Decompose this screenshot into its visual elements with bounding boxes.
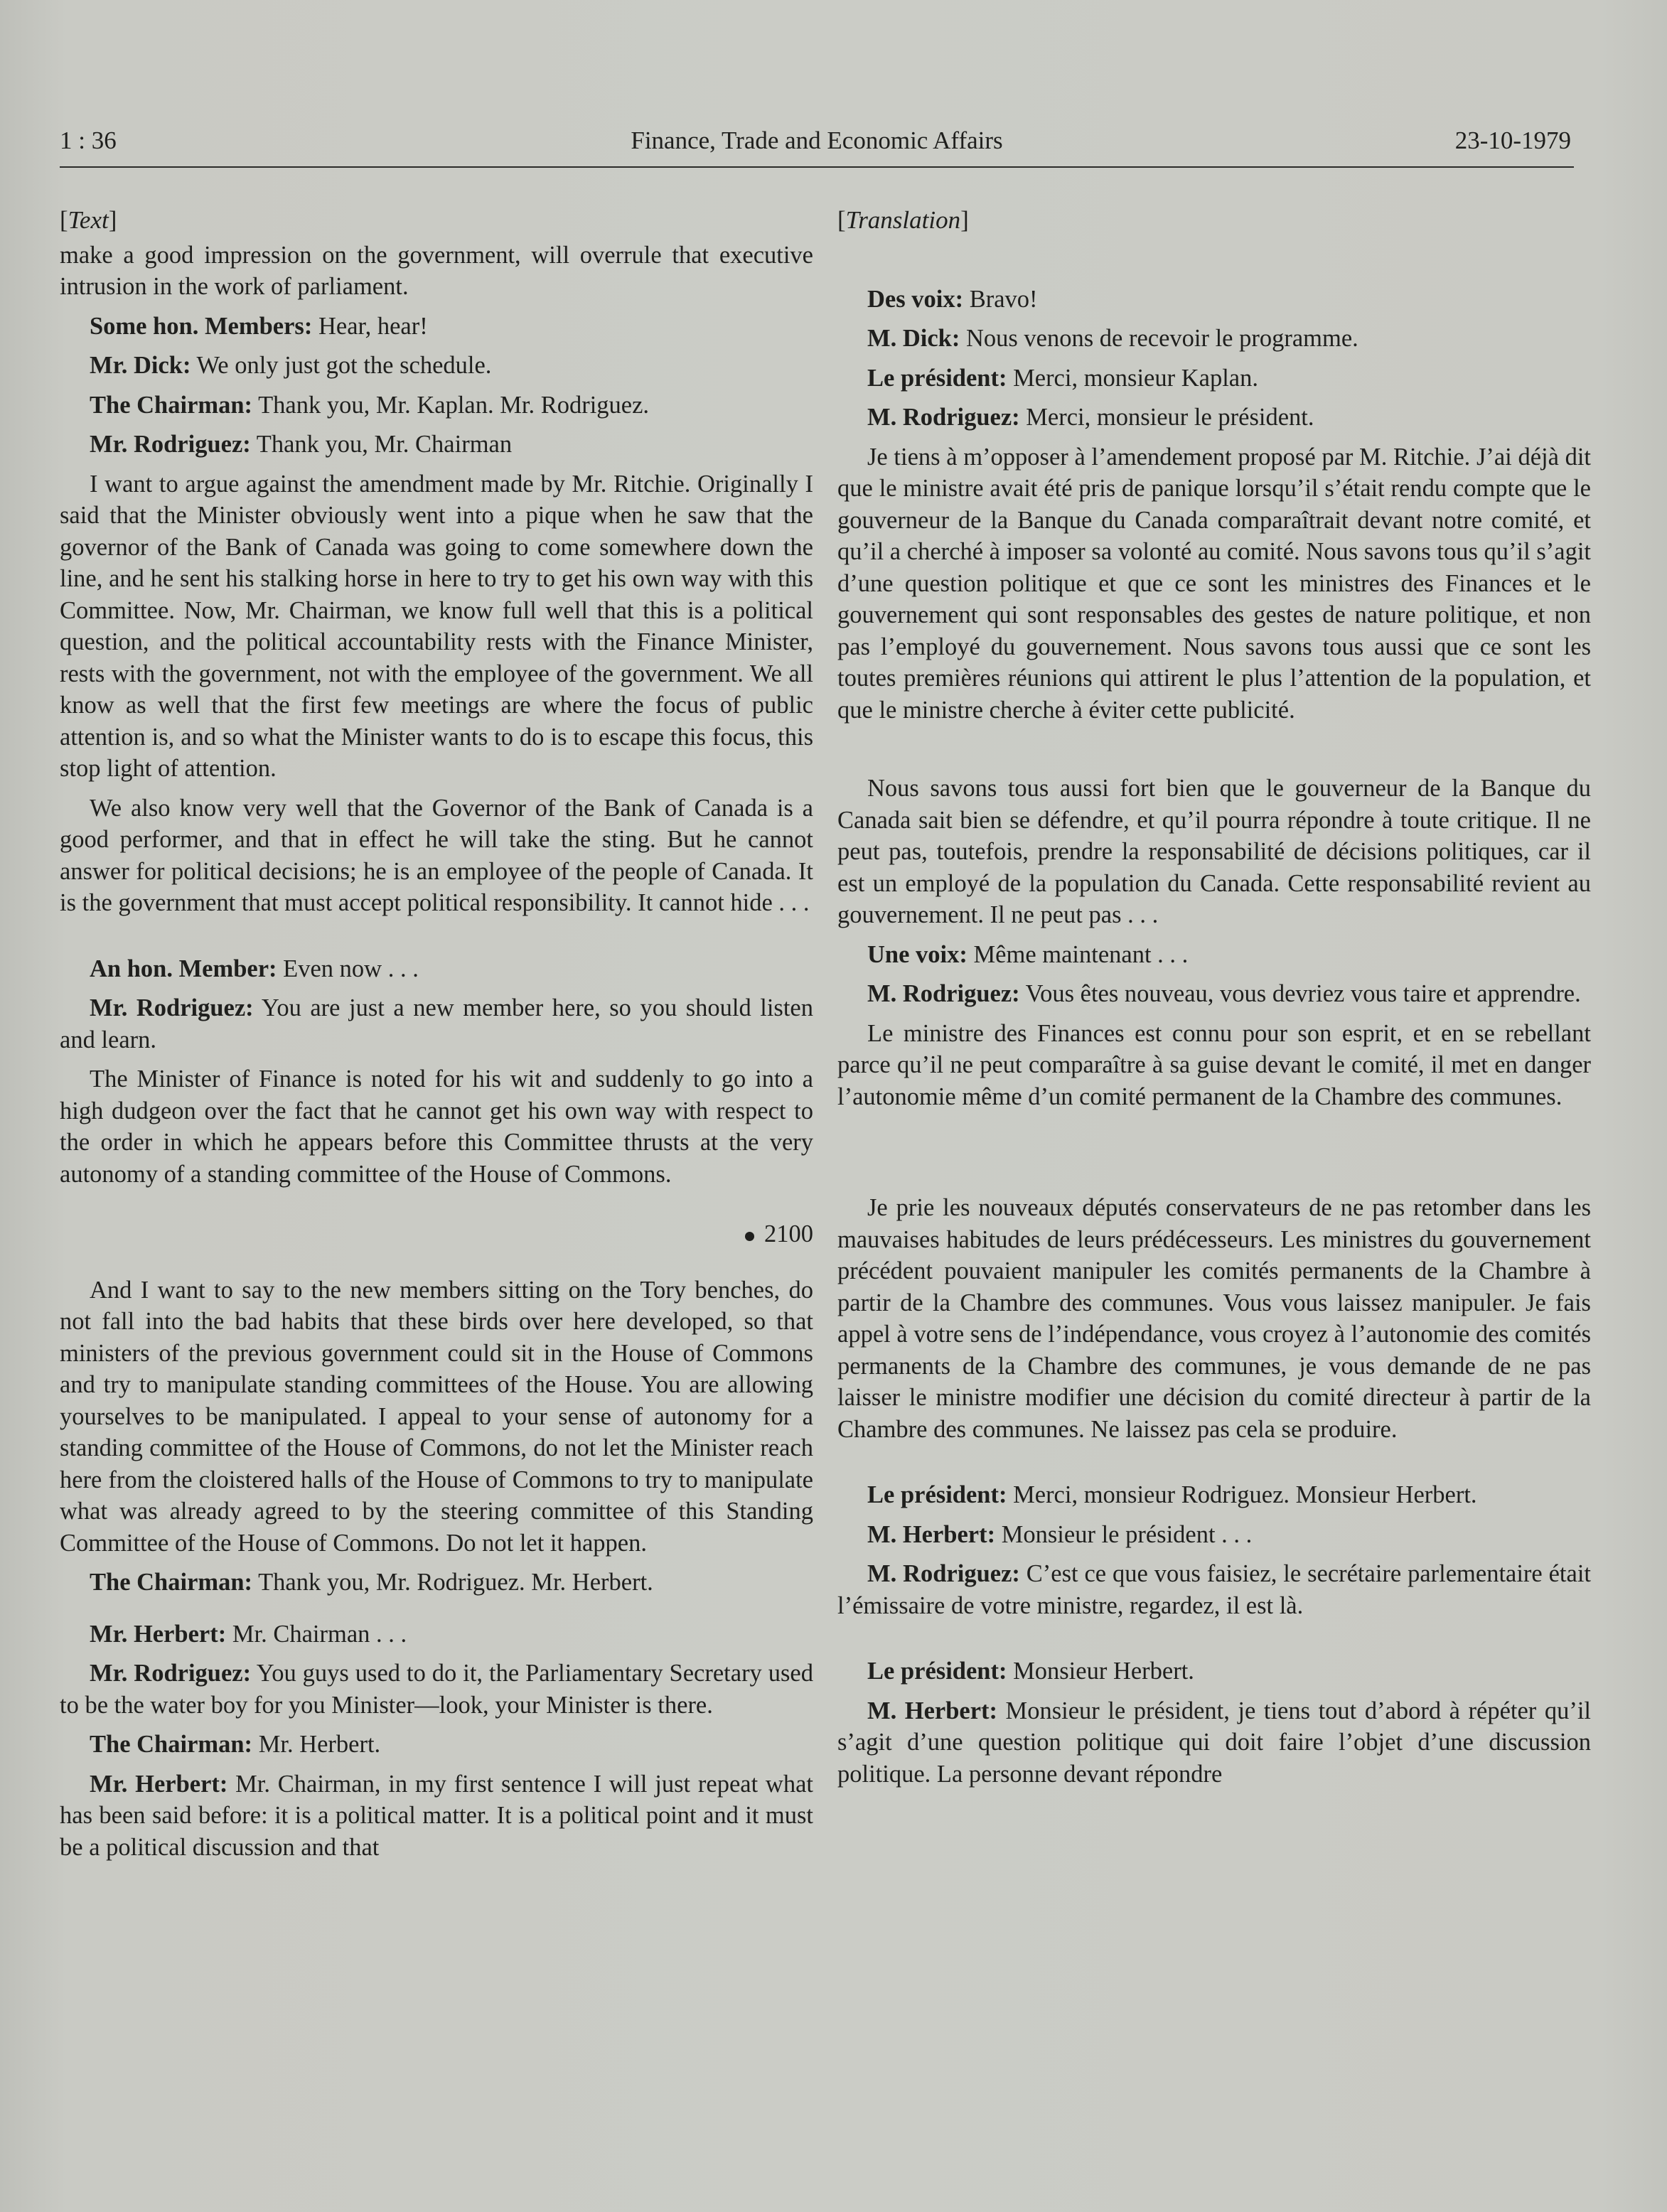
speaker-name: Mr. Rodriguez: (90, 431, 251, 458)
text-tag: [Text] (60, 206, 117, 234)
speaker-name: The Chairman: (90, 1569, 253, 1596)
speech: Le président: Merci, monsieur Kaplan. (867, 364, 1258, 392)
speaker-name: M. Herbert: (867, 1697, 997, 1724)
page-header (60, 125, 1574, 168)
publication-title: Finance, Trade and Economic Affairs (631, 127, 1003, 154)
speech: Des voix: Bravo! (867, 285, 1038, 313)
paragraph: Je tiens à m’opposer à l’amendement proposé par M. Ritchie. J’ai déjà dit que le ministre avait été pris de panique lorsqu’il s’était rendu compte que le gouverneur de la Banque du Canada comparaîtrait devant notre comité, et qu’il a cherché à imposer sa volonté au comité. Nous savons tous qu’il s’agit d’une question politique et que ce sont les ministres des Finances et le gouvernement qui sont responsables des gestes de nature politique, et non pas l’employé du gouvernement. Nous savons tous aussi que ce sont les toutes premières réunions qui attirent le plus l’attention de la population, et que le ministre cherche à éviter cette publicité. (837, 443, 1591, 724)
speaker-name: M. Herbert: (867, 1520, 996, 1548)
speech: Mr. Rodriguez: You guys used to do it, the Parliamentary Secretary used to be the water boy for you Minister—look, your Minister is there. (60, 1660, 813, 1719)
paragraph: Nous savons tous aussi fort bien que le gouverneur de la Banque du Canada sait bien se défendre, et qu’il pourra répondre à toute critique. Il ne peut pas, toutefois, prendre la responsabilité de décisions politiques, car il est un employé de la population du Canada. Cette responsabilité revient au gouvernement. Il ne peut pas . . . (837, 775, 1591, 928)
paragraph: Je prie les nouveaux députés conservateurs de ne pas retomber dans les mauvaises habitudes de leurs prédécesseurs. Les ministres du gouvernement précédent pouvaient manipuler les comités permanents de la Chambre à partir de la Chambre des communes. Vous vous laissez manipuler. Je fais appel à votre sens de l’indépendance, vous croyez à l’autonomie des comités permanents de la Chambre des communes, je vous demande de ne pas laisser le ministre modifier une décision du comité directeur à partir de la Chambre des communes. Ne laissez pas cela se produire. (837, 1194, 1591, 1443)
speech: Mr. Herbert: Mr. Chairman, in my first sentence I will just repeat what has been said before: it is a political matter. It is a political point and it must be a political discussion and that (60, 1770, 813, 1861)
time-marker: 2100 (60, 1218, 813, 1250)
speaker-name: M. Dick: (867, 325, 960, 352)
speech: M. Rodriguez: C’est ce que vous faisiez, le secrétaire parlementaire était l’émissaire de votre ministre, regardez, il est là. (837, 1560, 1591, 1619)
speaker-name: Mr. Rodriguez: (90, 1660, 252, 1687)
speaker-name: Le président: (867, 1481, 1007, 1508)
speech: M. Rodriguez: Vous êtes nouveau, vous devriez vous taire et apprendre. (867, 980, 1581, 1007)
speaker-name: M. Rodriguez: (867, 1560, 1020, 1587)
speech: The Chairman: Thank you, Mr. Rodriguez. Mr. Herbert. (90, 1569, 653, 1596)
speaker-name: Des voix: (867, 285, 964, 313)
speech: Mr. Rodriguez: Thank you, Mr. Chairman (90, 431, 513, 458)
speaker-name: The Chairman: (90, 1731, 253, 1758)
bullet-icon (745, 1232, 754, 1241)
paragraph: Le ministre des Finances est connu pour son esprit, et en se rebellant parce qu’il ne peut comparaître à sa guise devant le comité, il met en danger l’autonomie même d’un comité permanent de la Chambre des communes. (837, 1019, 1591, 1110)
speaker-name: An hon. Member: (90, 955, 277, 982)
paragraph: I want to argue against the amendment made by Mr. Ritchie. Originally I said that the Minister obviously went into a pique when he saw that the governor of the Bank of Canada was going to come somewhere down the line, and he sent his stalking horse in here to try to get his own way with this Committee. Now, Mr. Chairman, we know full well that this is a political question, and the political accountability rests with the Finance Minister, rests with the government, not with the employee of the government. We all know as well that the first few meetings are where the focus of public attention is, and so what the Minister wants to do is to escape this focus, this stop light of attention. (60, 470, 813, 782)
speech: The Chairman: Thank you, Mr. Kaplan. Mr. Rodriguez. (90, 391, 650, 419)
speaker-name: Une voix: (867, 940, 967, 968)
speaker-name: Le président: (867, 364, 1007, 392)
paragraph: make a good impression on the government, will overrule that executive intrusion in the work of parliament. (60, 241, 813, 300)
speech: M. Herbert: Monsieur le président, je tiens tout d’abord à répéter qu’il s’agit d’une question politique qui doit faire l’objet d’une discussion politique. La personne devant répondre (837, 1697, 1591, 1788)
speaker-name: Mr. Herbert: (90, 1620, 227, 1648)
speech: M. Rodriguez: Merci, monsieur le président. (867, 404, 1314, 431)
speech: An hon. Member: Even now . . . (90, 955, 419, 982)
paragraph: We also know very well that the Governor of the Bank of Canada is a good performer, and that in effect he will take the sting. But he cannot answer for political decisions; he is an employee of the people of Canada. It is the government that must accept political responsibility. It cannot hide . . . (60, 794, 813, 916)
translation-tag: [Translation] (837, 206, 969, 234)
speech: Le président: Monsieur Herbert. (867, 1658, 1194, 1685)
page-number: 1 : 36 (60, 127, 117, 154)
speaker-name: Mr. Herbert: (90, 1770, 228, 1798)
speech: M. Herbert: Monsieur le président . . . (867, 1520, 1253, 1548)
speech: M. Dick: Nous venons de recevoir le programme. (867, 325, 1358, 352)
speaker-name: M. Rodriguez: (867, 404, 1020, 431)
speech: Mr. Rodriguez: You are just a new member here, so you should listen and learn. (60, 994, 813, 1053)
sitting-date: 23-10-1979 (1454, 127, 1571, 154)
speech: Mr. Herbert: Mr. Chairman . . . (90, 1620, 407, 1648)
speaker-name: M. Rodriguez: (867, 980, 1020, 1007)
speech: The Chairman: Mr. Herbert. (90, 1731, 381, 1758)
speech: Some hon. Members: Hear, hear! (90, 312, 428, 340)
french-column (837, 205, 1591, 1798)
paragraph: And I want to say to the new members sitting on the Tory benches, do not fall into the bad habits that these birds over here developed, so that ministers of the previous government could sit in the House of Commons and try to manipulate standing committees of the House. You are allowing yourselves to be manipulated. I appeal to your sense of autonomy for a standing committee of the House of Commons, do not let the Minister reach here from the cloistered halls of the House of Commons to try to manipulate what was already agreed to by the steering committee of this Standing Committee of the House of Commons. Do not let it happen. (60, 1276, 813, 1557)
speech: Une voix: Même maintenant . . . (867, 940, 1189, 968)
speaker-name: Some hon. Members: (90, 312, 313, 340)
speaker-name: Le président: (867, 1658, 1007, 1685)
speaker-name: The Chairman: (90, 391, 253, 419)
speaker-name: Mr. Rodriguez: (90, 994, 254, 1021)
speech: Le président: Merci, monsieur Rodriguez. Monsieur Herbert. (867, 1481, 1477, 1508)
speaker-name: Mr. Dick: (90, 352, 191, 379)
paragraph: The Minister of Finance is noted for his wit and suddenly to go into a high dudgeon over the fact that he cannot get his own way with respect to the order in which he appears before this Committee thrusts at the very autonomy of a standing committee of the House of Commons. (60, 1065, 813, 1188)
english-column (60, 205, 813, 1871)
speech: Mr. Dick: We only just got the schedule. (90, 352, 492, 379)
